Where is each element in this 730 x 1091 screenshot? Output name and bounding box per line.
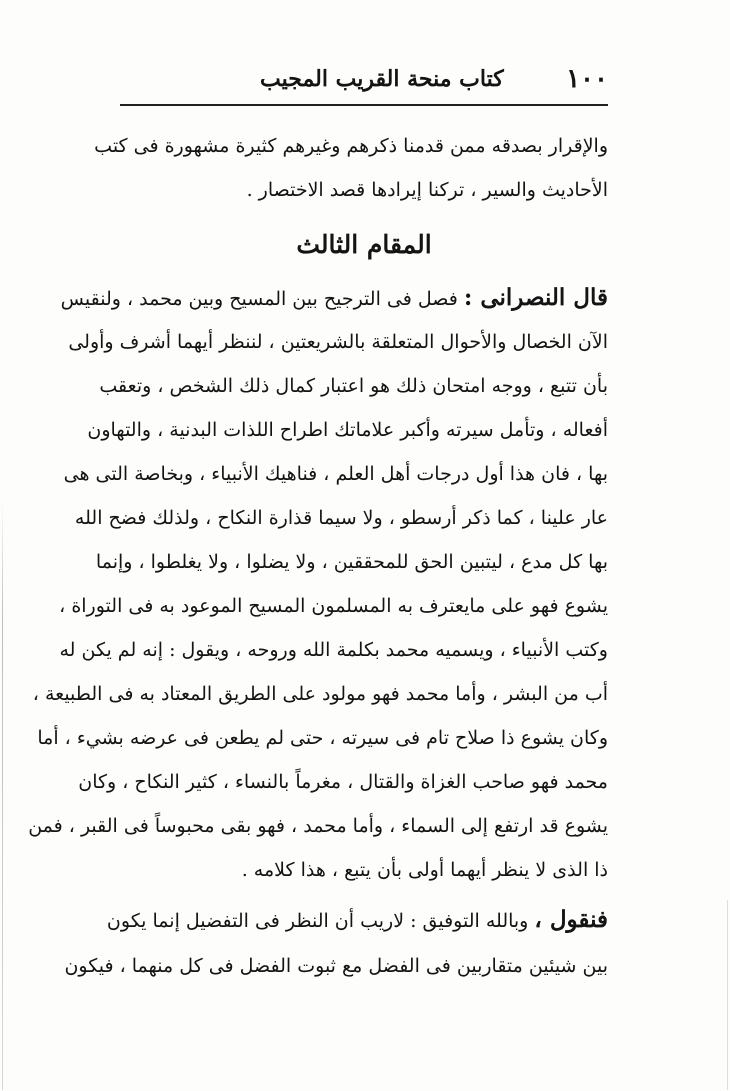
header-rule <box>120 104 608 106</box>
book-title: كتاب منحة القريب المجيب <box>260 66 504 92</box>
paragraph-lead: فنقول ، <box>534 906 608 933</box>
text-line: والإقرار بصدقه ممن قدمنا ذكرهم وغيرهم كثيرة مشهورة فى كتب <box>94 135 608 157</box>
text-line: بها ، فان هذا أول درجات أهل العلم ، فناهيك الأنبياء ، وبخاصة التى هى <box>63 463 608 485</box>
paragraph-lead: قال النصرانى : <box>463 284 608 311</box>
text-line <box>106 898 608 942</box>
text-line: الأحاديث والسير ، تركنا إيرادها قصد الاختصار . <box>246 179 608 201</box>
page-number: ١٠٠ <box>566 64 608 94</box>
text-line: يشوع قد ارتفع إلى السماء ، وأما محمد ، فهو بقى محبوساً فى القبر ، فمن <box>28 815 608 837</box>
text-line: بأن تتبع ، ووجه امتحان ذلك هو اعتبار كمال ذلك الشخص ، وتعقب <box>99 375 608 397</box>
text-line <box>60 276 608 320</box>
text-line: الآن الخصال والأحوال المتعلقة بالشريعتين ، لننظر أيهما أشرف وأولى <box>68 331 608 353</box>
text-line: بها كل مدع ، ليتبين الحق للمحققين ، ولا يضلوا ، ولا يغلطوا ، وإنما <box>95 551 608 573</box>
intro-paragraph <box>94 124 608 214</box>
text-line: ذا الذى لا ينظر أيهما أولى بأن يتبع ، هذا كلامه . <box>241 859 608 881</box>
running-head <box>120 58 608 104</box>
text-line: أفعاله ، وتأمل سيرته وأكبر علاماتك اطراح اللذات البدنية ، والتهاون <box>87 419 608 441</box>
text-line: بين شيئين متقاربين فى الفضل مع ثبوت الفضل فى كل منهما ، فيكون <box>64 955 608 977</box>
section-heading: المقام الثالث <box>296 230 432 259</box>
text-line: يشوع فهو على مايعترف به المسلمون المسيح الموعود به فى التوراة ، <box>59 595 608 617</box>
text-line: وكان يشوع ذا صلاح تام فى سيرته ، حتى لم يطعن فى عرضه بشيء ، أما <box>37 727 608 749</box>
reply-paragraph <box>64 898 608 990</box>
text-line-body: فصل فى الترجيح بين المسيح وبين محمد ، ولنقيس <box>60 288 458 310</box>
scan-edge-shadow <box>2 500 3 1090</box>
text-line-body: وبالله التوفيق : لاريب أن النظر فى التفضيل إنما يكون <box>106 910 529 932</box>
text-line: أب من البشر ، وأما محمد فهو مولود على الطريق المعتاد به فى الطبيعة ، <box>32 683 608 705</box>
text-line: محمد فهو صاحب الغزاة والقتال ، مغرماً بالنساء ، كثير النكاح ، وكان <box>78 771 608 793</box>
nasrani-paragraph <box>28 276 608 896</box>
text-line: عار علينا ، كما ذكر أرسطو ، ولا سيما قذارة النكاح ، ولذلك فضح الله <box>74 507 608 529</box>
text-line: وكتب الأنبياء ، ويسميه محمد بكلمة الله وروحه ، ويقول : إنه لم يكن له <box>59 639 608 661</box>
scan-edge-shadow <box>727 900 728 1090</box>
